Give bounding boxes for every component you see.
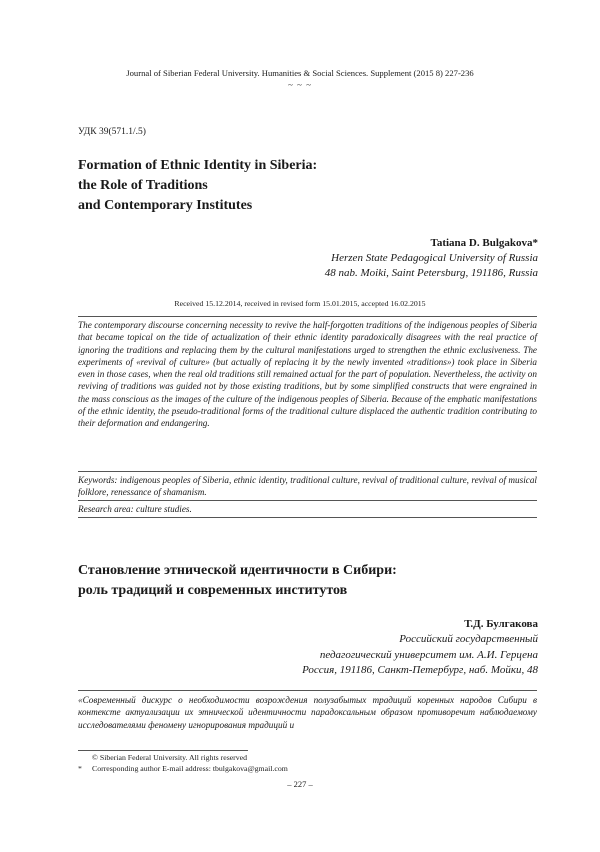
divider — [78, 690, 537, 691]
divider — [78, 471, 537, 472]
keywords-en: Keywords: indigenous peoples of Siberia, ethnic identity, traditional culture, revival of traditional culture, revival of musical folklore, renessance of shamanism. — [78, 475, 537, 498]
article-title-en — [78, 156, 317, 216]
title-ru-line: Становление этнической идентичности в Сибири: — [78, 563, 397, 578]
divider — [78, 316, 537, 317]
abstract-en: The contemporary discourse concerning necessity to revive the half-forgotten traditions of the indigenous peoples of Siberia that became topical on the tide of actualization of their ethnic identity paradoxically disagrees with the real practice of ignoring the traditions and replacing them by the cultural manifestations urged to strengthen the ethnic exclusiveness. The experiments of «revival of culture» (but actually of replacing it by the newly invented «traditions») took place in Siberia even in those cases, when the real old traditions still remained actual for the part of population. Nevertheless, the activity on reviving of traditions was guided not by those existing traditions, but by some simplified constructs that were engrained in the mass conscious as the images of the culture of the indigenous peoples of Siberia. Because of the emphatic manifestations of the ethnic identity, the pseudo-traditional forms of the traditional culture displaced the authentic tradition contributing to their deformation and endangering. — [78, 320, 537, 429]
abstract-ru: «Современный дискурс о необходимости возрождения полузабытых традиций коренных народов Сибири в контексте актуализации их этнической идентичности парадоксальным образом противоречит наблюдаемому исследователями феномену игнорирования традиций и — [78, 695, 537, 730]
header-ornament: ~ ~ ~ — [287, 80, 313, 90]
divider — [78, 500, 537, 501]
divider — [78, 517, 537, 518]
footnote-divider — [78, 750, 248, 751]
footnote-mark: * — [78, 764, 82, 773]
affiliation-ru — [302, 632, 538, 679]
received-dates: Received 15.12.2014, received in revised form 15.01.2015, accepted 16.02.2015 — [174, 299, 426, 308]
affiliation-en-line: 48 nab. Moiki, Saint Petersburg, 191186, Russia — [324, 267, 538, 279]
footnote-text: Corresponding author E-mail address: tbulgakova@gmail.com — [92, 764, 288, 773]
title-en-line: the Role of Traditions — [78, 178, 208, 193]
footnote-copyright — [78, 753, 247, 762]
affiliation-ru-line: педагогический университет им. А.И. Герцена — [319, 648, 538, 661]
title-en-line: Formation of Ethnic Identity in Siberia: — [78, 158, 318, 173]
research-area-en: Research area: culture studies. — [78, 504, 192, 514]
footnote-text: © Siberian Federal University. All rights reserved — [92, 753, 248, 762]
author-name-en: Tatiana D. Bulgakova* — [430, 237, 538, 249]
title-ru-line: роль традиций и современных институтов — [78, 583, 348, 598]
author-name-ru: Т.Д. Булгакова — [464, 618, 538, 630]
footnote-corresponding — [78, 764, 288, 773]
udk-code: УДК 39(571.1/.5) — [78, 127, 146, 137]
affiliation-ru-line: Российский государственный — [399, 633, 538, 645]
article-title-ru — [78, 561, 397, 601]
title-en-line: and Contemporary Institutes — [78, 198, 253, 213]
affiliation-en — [325, 251, 538, 281]
affiliation-en-line: Herzen State Pedagogical University of Russia — [331, 252, 538, 264]
journal-header: Journal of Siberian Federal University. Humanities & Social Sciences. Supplement (2015 8) 227-236 — [126, 68, 474, 78]
page-number: – 227 – — [287, 779, 313, 789]
affiliation-ru-line: Россия, 191186, Санкт-Петербург, наб. Мойки, 48 — [302, 664, 538, 676]
